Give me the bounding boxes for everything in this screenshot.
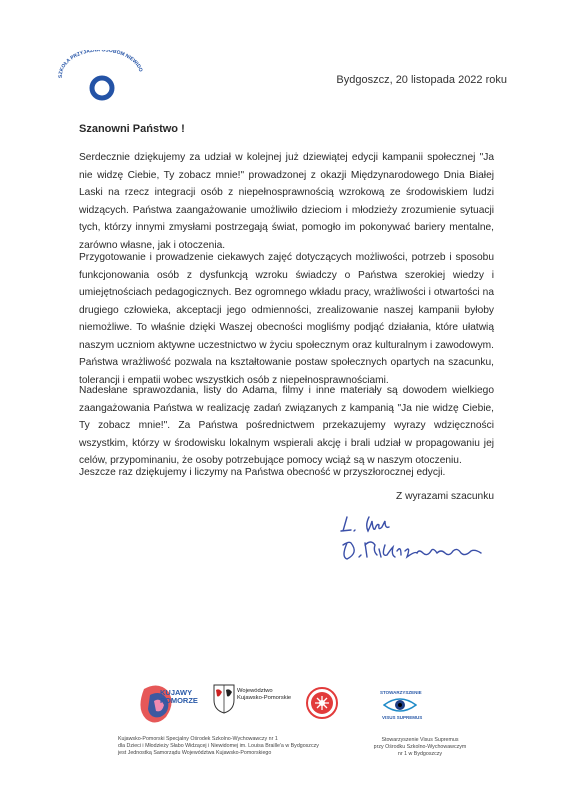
footer-right-line-3: nr 1 w Bydgoszczy bbox=[397, 751, 443, 757]
handwritten-signature bbox=[335, 509, 495, 569]
coat-of-arms-icon bbox=[213, 684, 235, 714]
letter-greeting: Szanowni Państwo ! bbox=[79, 123, 185, 135]
letter-paragraph-4: Jeszcze raz dziękujemy i liczymy na Państwa obecność w przyszłorocznej edycji. bbox=[79, 467, 446, 478]
wojewodztwo-line-1: Województwo bbox=[237, 688, 273, 694]
footer-left-line-2: dla Dzieci i Młodzieży Słabo Widzącej i Niewidomej im. Louisa Braille'a w Bydgoszczy bbox=[118, 743, 319, 749]
stowarzyszenie-logo-top: STOWARZYSZENIE bbox=[380, 690, 422, 695]
footer-right-line-2: przy Ośrodku Szkolno-Wychowawczym bbox=[373, 744, 467, 750]
footer-left-line-1: Kujawsko-Pomorski Specjalny Ośrodek Szkolno-Wychowawczy nr 1 bbox=[118, 736, 278, 742]
date-line: Bydgoszcz, 20 listopada 2022 roku bbox=[336, 74, 507, 86]
wojewodztwo-logo bbox=[237, 688, 291, 702]
footer-left-text bbox=[118, 736, 353, 757]
footer-right-line-1: Stowarzyszenie Visus Supremus bbox=[381, 737, 459, 743]
kujawy-logo-line-1: KUJAWY bbox=[160, 688, 193, 697]
footer-logos bbox=[0, 680, 565, 730]
wojewodztwo-line-2: Kujawsko-Pomorskie bbox=[237, 695, 292, 701]
footer-left-line-3: jest Jednostką Samorządu Województwa Kujawsko-Pomorskiego bbox=[118, 750, 272, 756]
round-emblem-icon bbox=[305, 686, 339, 720]
school-logo-icon bbox=[54, 50, 144, 110]
letter-paragraph-1: Serdecznie dziękujemy za udział w kolejnej już dziewiątej edycji kampanii społecznej "Ja nie widzę Ciebie, Ty zobacz mnie!" prowadzonej z okazji Międzynarodowego Dnia Białej Laski na rzecz integracji osób z niepełnosprawnością wzrokową ze środowiskiem ludzi widzących. Państwa zaangażowanie umożliwiło dzieciom i młodzieży zrozumienie sytuacji tych, którzy innymi zmysłami postrzegają świat, pomogło im pokonywać bariery mentalne, zarówno własne, jak i otoczenia. bbox=[79, 152, 494, 251]
svg-text:SZKOŁA PRZYJAZNA OSOBOM NIEWID bbox=[54, 50, 144, 78]
school-logo bbox=[54, 50, 144, 110]
kujawy-pomorze-logo bbox=[160, 689, 198, 705]
eye-logo-icon bbox=[383, 697, 417, 713]
footer-right-text bbox=[370, 737, 470, 758]
letter-paragraph-3: Nadesłane sprawozdania, listy do Adama, filmy i inne materiały są dowodem wielkiego zaangażowania Państwa w realizację zadań związanych z kampanią "Ja nie widzę Ciebie, Ty zobacz mnie!". Za Państwa pośrednictwem przekazujemy wyrazy wdzięczności wszystkim, którzy w środowisku lokalnym wspierali akcję i brali udział w propagowaniu jej celów, przypominaniu, że osoby potrzebujące pomocy wciąż są w naszym otoczeniu. bbox=[79, 385, 494, 466]
letter-paragraph-2: Przygotowanie i prowadzenie ciekawych zajęć dotyczących możliwości, potrzeb i sposobu funkcjonowania osób z dysfunkcją wzroku świadczy o Państwa szerokiej wiedzy i umiejętnościach pedagogicznych. Bez ogromnego wkładu pracy, wrażliwości i otwartości na drugiego człowieka, akceptacji jego odmienności, zrealizowanie naszej kampanii byłoby niemożliwe. To właśnie dzięki Waszej obecności mogliśmy podjąć działania, które ułatwią naszym uczniom aktywne uczestnictwo w życiu społecznym oraz kulturalnym i zawodowym. Państwa wrażliwość pozwala na kształtowanie postaw społecznych opartych na szacunku, tolerancji i empatii wobec wszystkich osób z niepełnosprawnościami. bbox=[79, 252, 494, 386]
letter-closing: Z wyrazami szacunku bbox=[396, 491, 494, 502]
stowarzyszenie-logo-bottom: VISUS SUPREMUS bbox=[382, 715, 423, 720]
kujawy-logo-line-2: POMORZE bbox=[160, 696, 198, 705]
school-logo-ring-text: SZKOŁA PRZYJAZNA OSOBOM NIEWIDO bbox=[57, 50, 144, 79]
